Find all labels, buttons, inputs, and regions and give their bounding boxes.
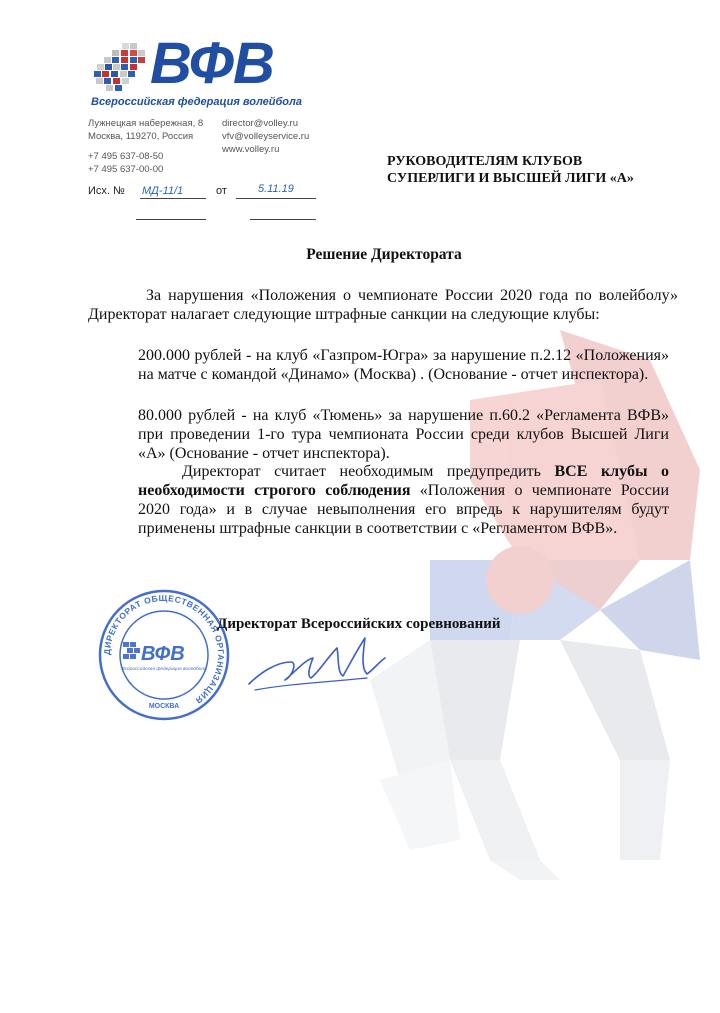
logo-wordmark: ВФВ xyxy=(150,31,274,96)
phone-2: +7 495 637-00-00 xyxy=(88,164,164,175)
warning-text-start: Директорат считает необходимым предупредить xyxy=(182,463,555,480)
federation-name: Всероссийская федерация волейбола xyxy=(91,96,302,108)
website: www.volley.ru xyxy=(222,144,280,155)
date-underline xyxy=(236,198,316,199)
document-title: Решение Директората xyxy=(306,246,462,263)
sanction-item-2: 80.000 рублей - на клуб «Тюмень» за нарушение п.60.2 «Регламента ВФВ» при проведении 1-го тура чемпионата России среди клубов Высшей Лиги «А» (Основание - отчет инспектора). xyxy=(138,407,669,462)
phone-1: +7 495 637-08-50 xyxy=(88,151,164,162)
official-stamp xyxy=(97,588,231,722)
warning-text-end: «Положения о чемпионате России 2020 года» и в случае невыполнения его впредь к нарушителям будут применены штрафные санкции в соответствии с «Регламентом ВФВ». xyxy=(138,482,669,537)
sanction-item-1: 200.000 рублей - на клуб «Газпром-Югра» за нарушение п.2.12 «Положения» на матче с командой «Динамо» (Москва) . (Основание - отчет инспектора). xyxy=(138,347,669,383)
number-underline-2 xyxy=(136,219,206,220)
warning-text-bold: ВСЕ клубы о необходимости строгого соблюдения xyxy=(138,463,669,499)
outgoing-date: 5.11.19 xyxy=(258,183,294,195)
recipient-line-2: СУПЕРЛИГИ И ВЫСШЕЙ ЛИГИ «А» xyxy=(387,171,634,186)
outgoing-number: МД-11/1 xyxy=(142,185,184,197)
stamp-subtitle: Всероссийская федерация волейбола xyxy=(121,667,207,672)
email-director: director@volley.ru xyxy=(222,118,298,129)
intro-paragraph: За нарушения «Положения о чемпионате России 2020 года по волейболу» Директорат налагает следующие штрафные санкции на следующие клубы: xyxy=(88,287,678,323)
warning-paragraph xyxy=(138,462,669,538)
address-line-1: Лужнецкая набережная, 8 xyxy=(88,118,204,129)
date-label: от xyxy=(216,185,227,197)
outgoing-number-label: Исх. № xyxy=(88,185,125,197)
date-underline-2 xyxy=(250,219,316,220)
federation-logo-icon xyxy=(92,41,148,93)
address-line-2: Москва, 119270, Россия xyxy=(88,131,194,142)
stamp-logo-text: ВФВ xyxy=(141,643,185,665)
stamp-outer-text: ДИРЕКТОРАТ ОБЩЕСТВЕННАЯ ОРГАНИЗАЦИЯ xyxy=(101,592,227,706)
recipient-block xyxy=(387,153,634,187)
handwritten-signature xyxy=(247,632,387,694)
number-underline xyxy=(140,198,206,199)
signatory-title: Директорат Всероссийских соревнований xyxy=(217,616,501,632)
email-vfv: vfv@volleyservice.ru xyxy=(222,131,310,142)
stamp-city: МОСКВА xyxy=(148,703,180,710)
recipient-line-1: РУКОВОДИТЕЛЯМ КЛУБОВ xyxy=(387,154,583,169)
